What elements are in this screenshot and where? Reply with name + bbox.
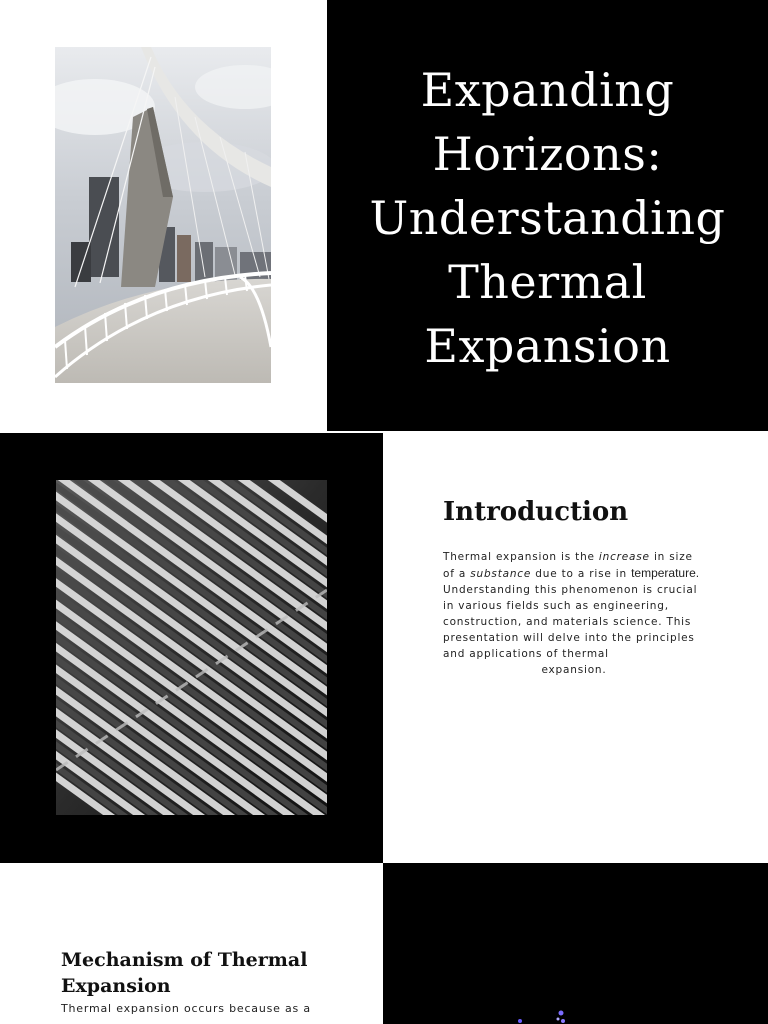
body-text: expansion. <box>541 664 607 676</box>
title-slide <box>0 0 768 431</box>
body-text: due to a rise in <box>531 568 632 580</box>
title-panel <box>327 0 768 431</box>
title-line: Expanding <box>420 63 675 117</box>
slats-illustration <box>56 480 327 815</box>
slide-title <box>327 58 768 378</box>
body-text: in size of a <box>443 551 693 580</box>
text-panel <box>383 433 768 863</box>
bridge-photo <box>55 47 271 383</box>
image-panel <box>383 863 768 1024</box>
body-text: Thermal expansion is the <box>443 551 599 563</box>
body-emphasis: substance <box>470 568 532 580</box>
title-line: Expansion <box>424 319 671 373</box>
title-line: Horizons: <box>432 127 663 181</box>
mechanism-slide <box>0 863 768 1024</box>
text-panel <box>0 863 383 1024</box>
glow-dots-illustration <box>383 863 768 1024</box>
title-line: Thermal <box>448 255 647 309</box>
title-line: Understanding <box>369 191 726 245</box>
diagonal-slats-photo <box>56 480 327 815</box>
bridge-illustration <box>55 47 271 383</box>
introduction-slide <box>0 433 768 863</box>
body-emphasis: increase <box>598 551 650 563</box>
image-panel <box>0 433 383 863</box>
section-body <box>443 549 705 678</box>
body-keyword: temperature <box>631 566 696 580</box>
body-text: . Understanding this phenomenon is crucial in various fields such as engineering, construction, and materials science. This presentation will delve into the principles and applications of thermal <box>443 568 700 660</box>
section-heading: Mechanism of Thermal Expansion <box>61 949 308 997</box>
section-heading: Introduction <box>443 497 629 527</box>
section-body: Thermal expansion occurs because as a <box>61 1002 311 1015</box>
